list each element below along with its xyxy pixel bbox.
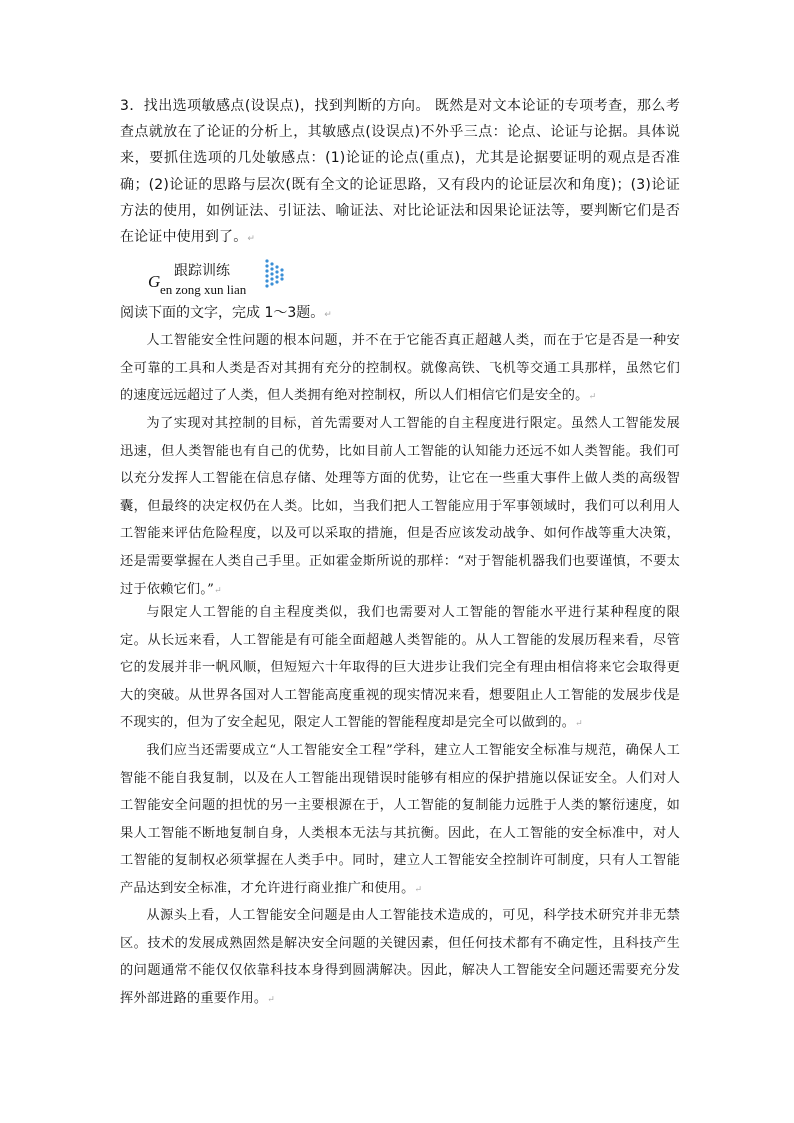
heading-cap-letter: G: [148, 272, 161, 291]
passage-paragraph-4: [120, 737, 680, 905]
tip-text: 3．找出选项敏感点(设误点)，找到判断的方向。 既然是对文本论证的专项考查，那么考查点就放在了论证的分析上，其敏感点(设误点)不外乎三点：论点、论证与论据。具体说来，要抓住选项的几处敏感点：(1)论证的论点(重点)，尤其是论据要证明的观点是否准确；(2)论证的思路与层次(既有全文的论证思路，又有段内的论证层次和角度)；(3)论证方法的使用，如例证法、引证法、喻证法、对比论证法和因果论证法等，要判断它们是否在论证中使用到了。: [120, 98, 680, 246]
heading-pinyin: en zong xun lian: [160, 282, 247, 297]
instruction-text: 阅读下面的文字，完成 1～3题。: [120, 305, 325, 321]
paragraph-mark: ↵: [588, 392, 597, 403]
passage-paragraph-5: [120, 902, 680, 1014]
passage-text: 人工智能安全性问题的根本问题，并不在于它能否真正超越人类，而在于它是否是一种安全可靠的工具和人类是否对其拥有充分的控制权。就像高铁、飞机等交通工具那样，虽然它们的速度远远超过了人类，但人类拥有绝对控制权，所以人们相信它们是安全的。: [120, 333, 680, 404]
paragraph-mark: ↵: [247, 234, 256, 245]
passage-paragraph-3: [120, 599, 680, 739]
paragraph-mark: ↵: [324, 310, 332, 320]
heading-title: 跟踪训练: [174, 263, 230, 279]
paragraph-mark: ↵: [267, 994, 276, 1005]
paragraph-mark: ↵: [414, 884, 423, 895]
paragraph-mark: ↵: [575, 719, 583, 730]
instruction-line: [120, 302, 680, 326]
passage-text: 从源头上看，人工智能安全问题是由人工智能技术造成的，可见，科学技术研究并非无禁区。技术的发展成熟固然是解决安全问题的关键因素，但任何技术都有不确定性，且科技产生的问题通常不能仅仅依靠科技本身得到圆满解决。因此，解决人工智能安全问题还需要充分发挥外部进路的重要作用。: [120, 908, 680, 1006]
tip-paragraph: [120, 93, 680, 252]
passage-text: 与限定人工智能的自主程度类似，我们也需要对人工智能的智能水平进行某种程度的限定。从长远来看，人工智能是有可能全面超越人类智能的。从人工智能的发展历程来看，尽管它的发展并非一帆风顺，但短短六十年取得的巨大进步让我们完全有理由相信将来它会取得更大的突破。从世界各国对人工智能高度重视的现实情况来看，想要阻止人工智能的发展步伐是不现实的，但为了安全起见，限定人工智能的智能程度却是完全可以做到的。: [120, 605, 680, 731]
passage-text: 我们应当还需要成立“人工智能安全工程”学科，建立人工智能安全标准与规范，确保人工智能不能自我复制，以及在人工智能出现错误时能够有相应的保护措施以保证安全。人们对人工智能安全问题的担忧的另一主要根源在于，人工智能的复制能力远胜于人类的繁衍速度，如果人工智能不断地复制自身，人类根本无法与其抗衡。因此，在人工智能的安全标准中，对人工智能的复制权必须掌握在人类手中。同时，建立人工智能安全控制许可制度，只有人工智能产品达到安全标准，才允许进行商业推广和使用。: [120, 743, 680, 896]
passage-paragraph-2: [120, 410, 680, 605]
passage-text: 为了实现对其控制的目标，首先需要对人工智能的自主程度进行限定。虽然人工智能发展迅速，但人类智能也有自己的优势，比如目前人工智能的认知能力还远不如人类智能。我们可以充分发挥人工智能在信息存储、处理等方面的优势，让它在一些重大事件上做人类的高级智囊，但最终的决定权仍在人类。比如，当我们把人工智能应用于军事领域时，我们可以利用人工智能来评估危险程度，以及可以采取的措施，但是否应该发动战争、如何作战等重大决策，还是需要掌握在人类自己手里。正如霍金斯所说的那样：“对于智能机器我们也要谨慎，不要太过于依赖它们。”: [120, 416, 680, 597]
paragraph-mark: ↵: [214, 585, 222, 596]
triangle-arrows-icon: [264, 258, 286, 288]
section-heading: [148, 258, 308, 298]
passage-paragraph-1: [120, 327, 680, 412]
